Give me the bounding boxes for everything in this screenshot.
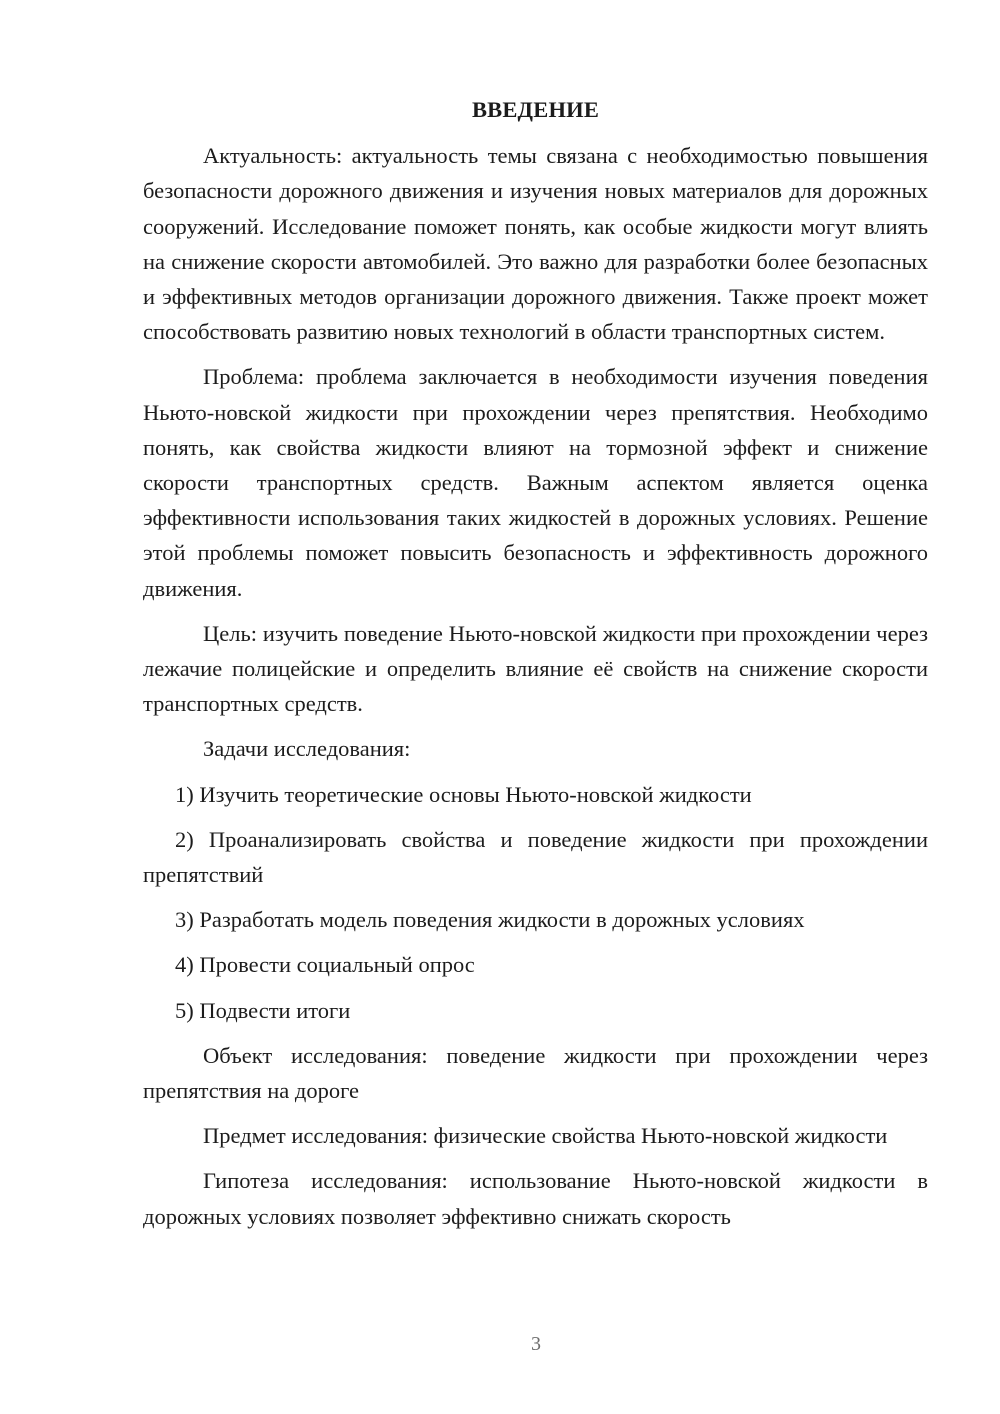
task-item: 1) Изучить теоретические основы Ньюто-новской жидкости bbox=[175, 781, 752, 807]
task-item: 2) Проанализировать свойства и поведение жидкости при прохождении препятствий bbox=[143, 826, 928, 888]
relevance-paragraph: Актуальность: актуальность темы связана с необходимостью повышения безопасности дорожного движения и изучения новых материалов для дорожных сооружений. Исследование поможет понять, как особые жидкости могут влиять на снижение скорости автомобилей. Это важно для разработки более безопасных и эффективных методов организации дорожного движения. Также проект может способствовать развитию новых технологий в области транспортных систем. bbox=[143, 143, 928, 345]
problem-paragraph: Проблема: проблема заключается в необходимости изучения поведения Ньюто-новской жидкости при прохождении через препятствия. Необходимо понять, как свойства жидкости влияют на тормозной эффект и снижение скорости транспортных средств. Важным аспектом является оценка эффективности использования таких жидкостей в дорожных условиях. Решение этой проблемы поможет повысить безопасность и эффективность дорожного движения. bbox=[143, 364, 928, 601]
hypothesis-paragraph: Гипотеза исследования: использование Ньюто-новской жидкости в дорожных условиях позволяет эффективно снижать скорость bbox=[143, 1168, 928, 1229]
task-item: 3) Разработать модель поведения жидкости в дорожных условиях bbox=[175, 907, 805, 933]
section-heading: ВВЕДЕНИЕ bbox=[471, 97, 600, 122]
task-item: 5) Подвести итоги bbox=[175, 997, 351, 1023]
goal-paragraph: Цель: изучить поведение Ньюто-новской жидкости при прохождении через лежачие полицейские и определить влияние её свойств на снижение скорости транспортных средств. bbox=[143, 620, 928, 717]
tasks-heading: Задачи исследования: bbox=[203, 736, 411, 762]
object-paragraph: Объект исследования: поведение жидкости при прохождении через препятствия на дороге bbox=[143, 1042, 928, 1104]
page-number: 3 bbox=[531, 1333, 541, 1355]
document-page bbox=[143, 92, 928, 1244]
subject-paragraph: Предмет исследования: физические свойства Ньюто-новской жидкости bbox=[203, 1123, 888, 1149]
task-item: 4) Провести социальный опрос bbox=[175, 952, 475, 978]
